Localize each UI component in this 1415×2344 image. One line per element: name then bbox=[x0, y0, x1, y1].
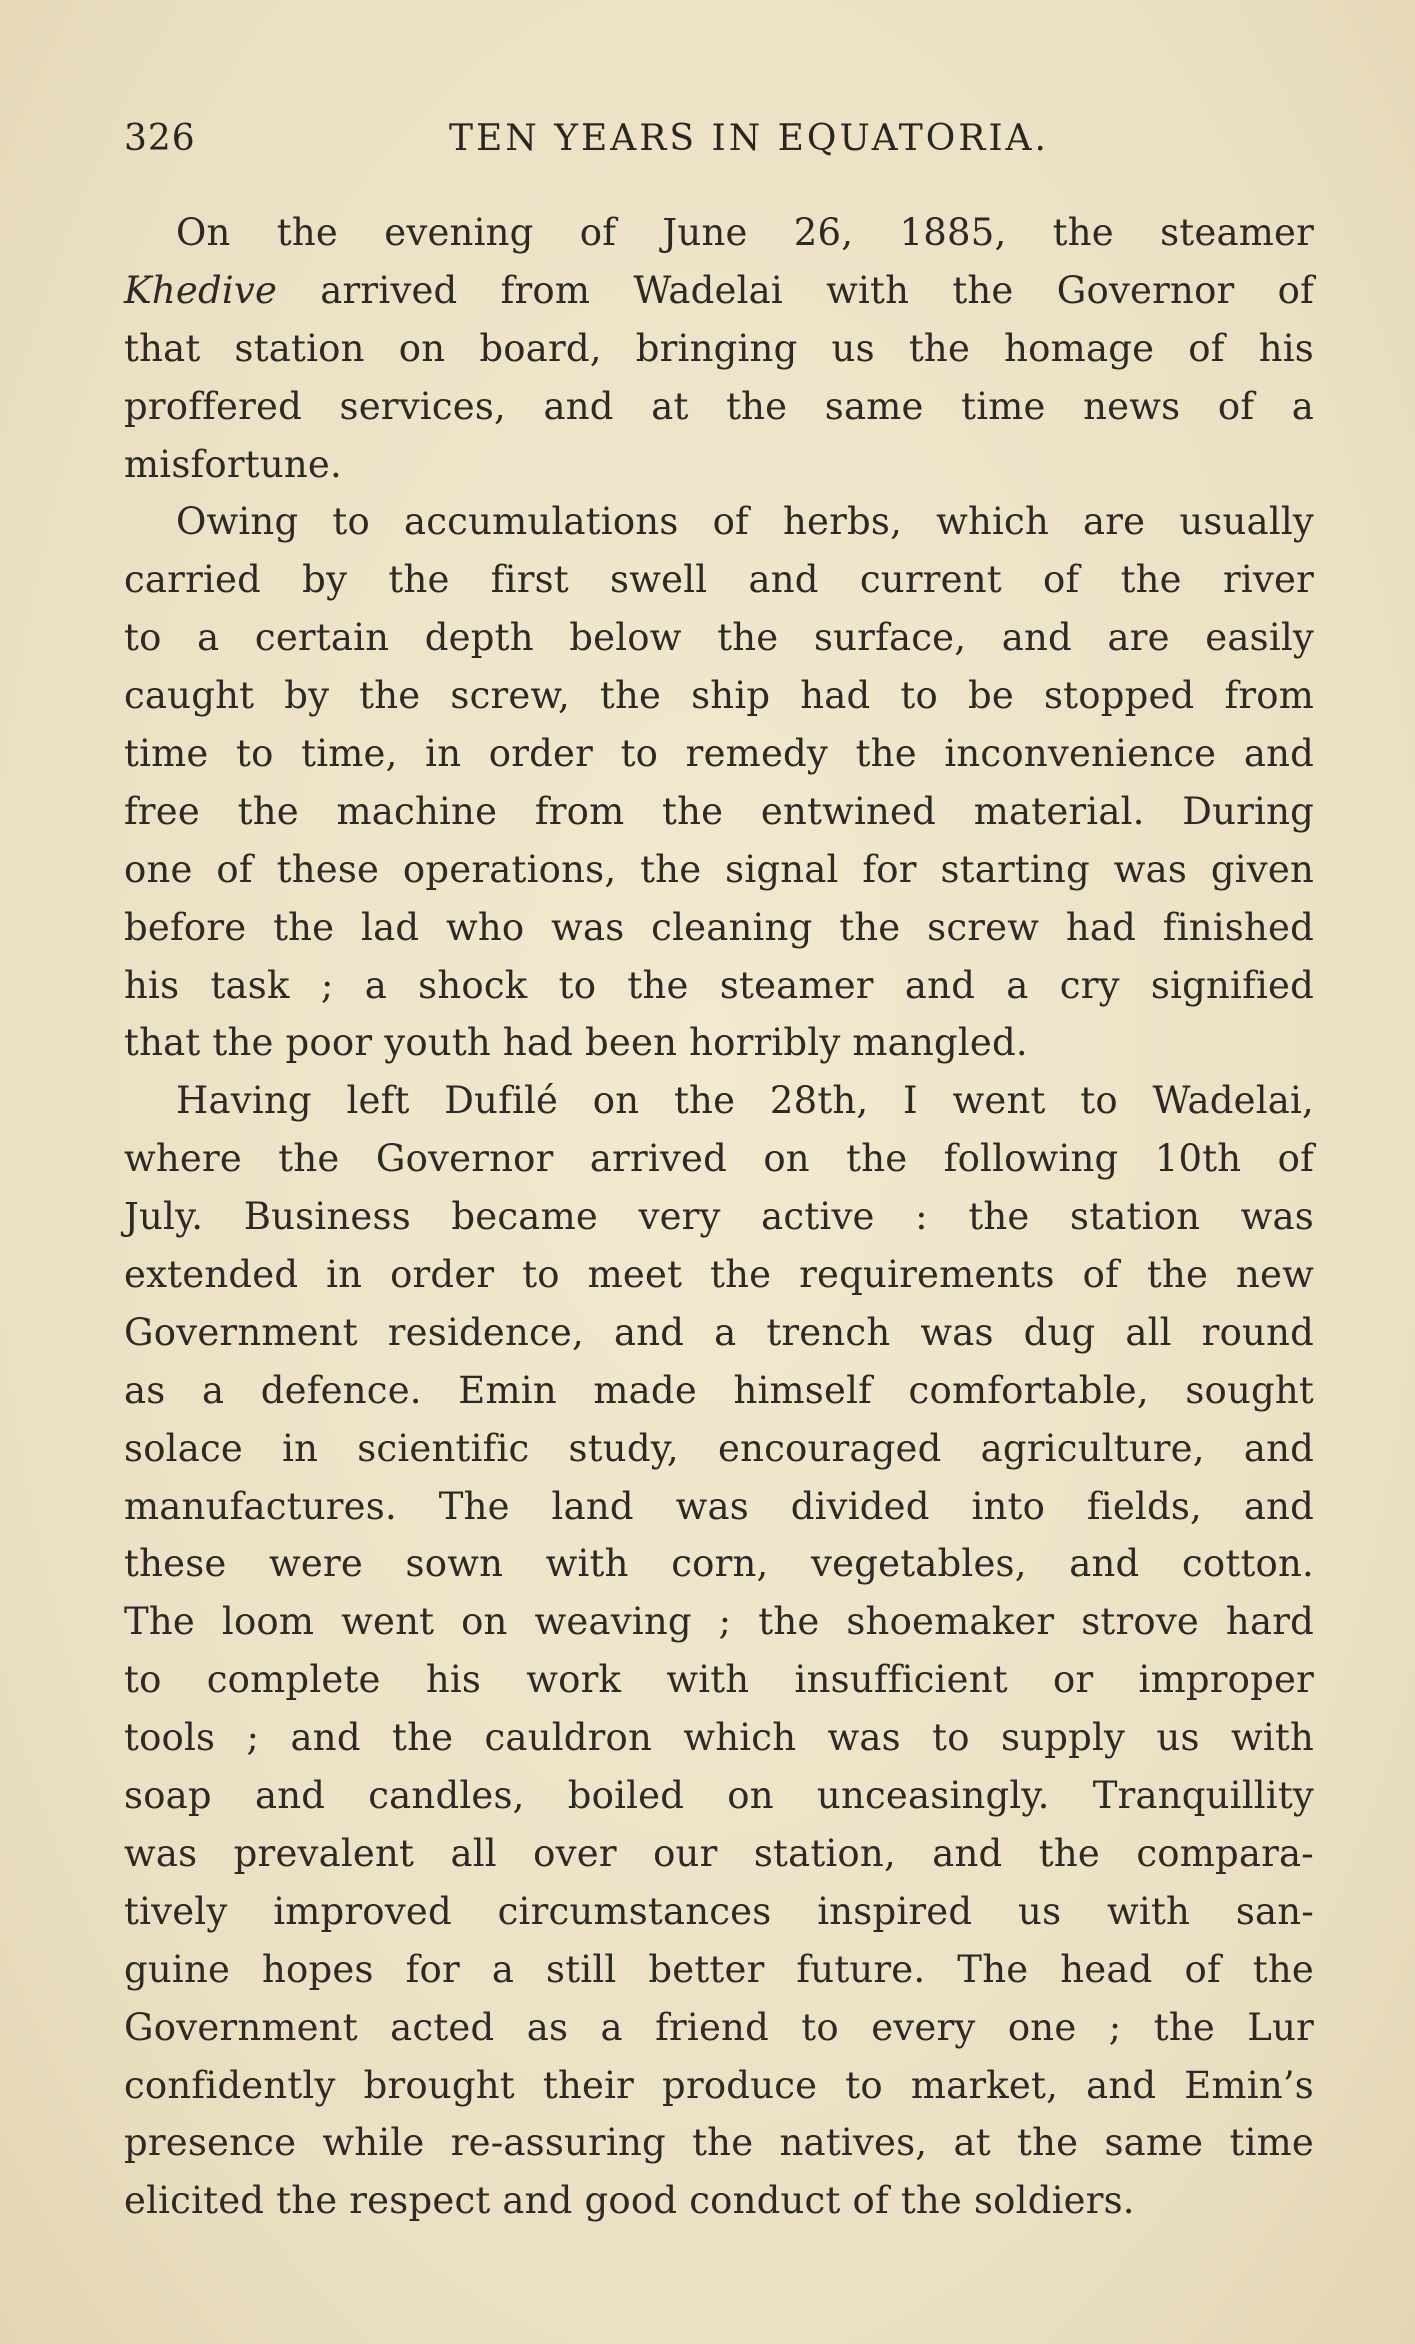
text-line-italic-start bbox=[124, 262, 1314, 320]
paragraph-1 bbox=[124, 204, 1314, 493]
text-line: that station on board, bringing us the homage of his bbox=[124, 326, 1314, 370]
text-line: The loom went on weaving ; the shoemaker strove hard bbox=[124, 1600, 1314, 1644]
text-line: where the Governor arrived on the following 10th of bbox=[124, 1137, 1314, 1181]
text-line: soap and candles, boiled on unceasingly. Tranquillity bbox=[124, 1774, 1314, 1818]
text-line: time to time, in order to remedy the inconvenience and bbox=[124, 732, 1314, 776]
text-line: solace in scientific study, encouraged agriculture, and bbox=[124, 1426, 1314, 1470]
paragraph-3 bbox=[124, 1072, 1314, 2230]
text-line: guine hopes for a still better future. The head of the bbox=[124, 1947, 1314, 1991]
text-line: free the machine from the entwined material. During bbox=[124, 789, 1314, 833]
text-line: proffered services, and at the same time news of a bbox=[124, 384, 1314, 428]
text-line: tively improved circumstances inspired us with san- bbox=[124, 1889, 1314, 1933]
text-line: tools ; and the cauldron which was to supply us with bbox=[124, 1716, 1314, 1760]
text-line: extended in order to meet the requirements of the new bbox=[124, 1253, 1314, 1297]
text-line: carried by the first swell and current of the river bbox=[124, 558, 1314, 602]
text-line: these were sown with corn, vegetables, and cotton. bbox=[124, 1542, 1314, 1586]
text-line: one of these operations, the signal for starting was given bbox=[124, 847, 1314, 891]
page-number: 326 bbox=[124, 118, 196, 159]
ship-name-khedive: Khedive bbox=[124, 268, 278, 312]
text-line-rest: arrived from Wadelai with the Governor of bbox=[277, 268, 1314, 312]
paragraph-2 bbox=[124, 493, 1314, 1072]
text-line: Owing to accumulations of herbs, which are usually bbox=[176, 500, 1314, 544]
text-line: Government residence, and a trench was dug all round bbox=[124, 1310, 1314, 1354]
text-line: was prevalent all over our station, and the compara- bbox=[124, 1831, 1314, 1875]
text-line: as a defence. Emin made himself comfortable, sought bbox=[124, 1368, 1314, 1412]
text-line: to a certain depth below the surface, and are easily bbox=[124, 616, 1314, 660]
text-line: misfortune. bbox=[124, 442, 342, 486]
text-line: Government acted as a friend to every one ; the Lur bbox=[124, 2005, 1314, 2049]
text-line: to complete his work with insufficient or improper bbox=[124, 1658, 1314, 1702]
text-line: that the poor youth had been horribly mangled. bbox=[124, 1021, 1028, 1065]
text-line: his task ; a shock to the steamer and a cry signified bbox=[124, 963, 1314, 1007]
text-line: caught by the screw, the ship had to be stopped from bbox=[124, 674, 1314, 718]
page-header bbox=[124, 118, 1314, 168]
text-line: Having left Dufilé on the 28th, I went to Wadelai, bbox=[176, 1079, 1314, 1123]
running-title: TEN YEARS IN EQUATORIA. bbox=[449, 118, 1049, 159]
text-line: before the lad who was cleaning the screw had finished bbox=[124, 905, 1314, 949]
text-line: On the evening of June 26, 1885, the steamer bbox=[176, 211, 1314, 254]
text-line: manufactures. The land was divided into fields, and bbox=[124, 1484, 1314, 1528]
body-text bbox=[124, 204, 1314, 2230]
text-line: July. Business became very active : the station was bbox=[124, 1195, 1314, 1239]
text-line: presence while re-assuring the natives, at the same time bbox=[124, 2121, 1314, 2165]
text-line: confidently brought their produce to market, and Emin’s bbox=[124, 2063, 1314, 2107]
text-line: elicited the respect and good conduct of the soldiers. bbox=[124, 2179, 1135, 2223]
